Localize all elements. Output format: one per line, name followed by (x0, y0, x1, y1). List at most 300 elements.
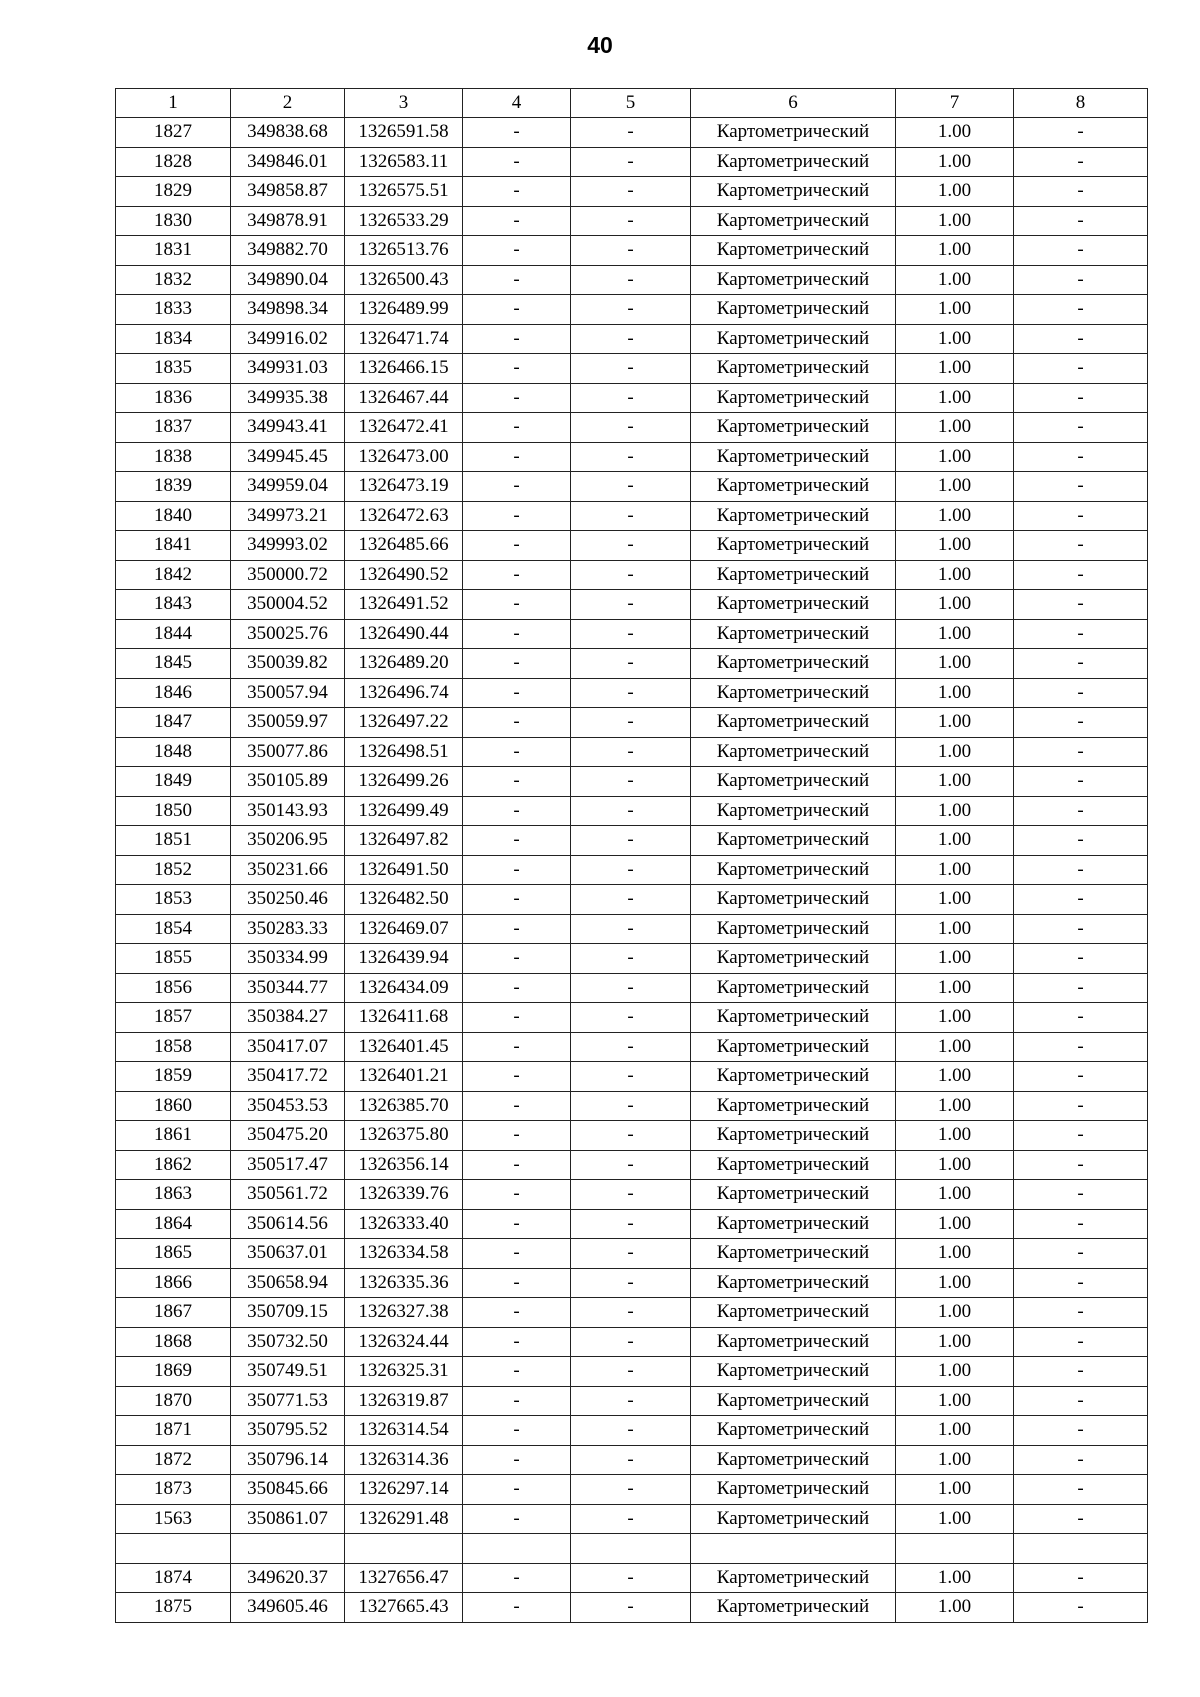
cell-x-coordinate: 349846.01 (231, 147, 345, 177)
cell-x-coordinate: 350344.77 (231, 973, 345, 1003)
cell-y-coordinate: 1326471.74 (345, 324, 463, 354)
cell-point-number: 1866 (116, 1268, 231, 1298)
table-row (116, 442, 1148, 472)
cell-x-coordinate: 350845.66 (231, 1475, 345, 1505)
cell-point-number: 1842 (116, 560, 231, 590)
cell-x-coordinate: 350231.66 (231, 855, 345, 885)
cell-col-4: - (463, 1091, 571, 1121)
cell-point-number: 1843 (116, 590, 231, 620)
cell-point-number: 1831 (116, 236, 231, 266)
table-row (116, 737, 1148, 767)
cell-y-coordinate: 1326411.68 (345, 1003, 463, 1033)
cell-y-coordinate: 1326473.00 (345, 442, 463, 472)
cell-col-8: - (1014, 1150, 1148, 1180)
cell-accuracy: 1.00 (896, 413, 1014, 443)
cell-method: Картометрический (691, 206, 896, 236)
cell-point-number: 1835 (116, 354, 231, 384)
cell-col-5: - (571, 885, 691, 915)
cell-y-coordinate: 1326472.63 (345, 501, 463, 531)
cell-col-5: - (571, 560, 691, 590)
column-header-3: 3 (345, 89, 463, 118)
table-body (116, 118, 1148, 1623)
table-row (116, 472, 1148, 502)
cell-accuracy: 1.00 (896, 1091, 1014, 1121)
table-row (116, 1062, 1148, 1092)
cell-col-8: - (1014, 1239, 1148, 1269)
table-row (116, 1534, 1148, 1564)
cell-accuracy: 1.00 (896, 1209, 1014, 1239)
column-header-6: 6 (691, 89, 896, 118)
table-row (116, 354, 1148, 384)
cell-col-5 (571, 1534, 691, 1564)
cell-x-coordinate: 349959.04 (231, 472, 345, 502)
cell-col-8: - (1014, 767, 1148, 797)
cell-col-8: - (1014, 1121, 1148, 1151)
table-row (116, 1593, 1148, 1623)
cell-col-4: - (463, 560, 571, 590)
table-row (116, 914, 1148, 944)
cell-y-coordinate: 1326333.40 (345, 1209, 463, 1239)
cell-y-coordinate: 1326327.38 (345, 1298, 463, 1328)
table-row (116, 324, 1148, 354)
table-row (116, 944, 1148, 974)
cell-method: Картометрический (691, 1593, 896, 1623)
cell-y-coordinate: 1326385.70 (345, 1091, 463, 1121)
cell-accuracy: 1.00 (896, 649, 1014, 679)
cell-y-coordinate: 1326533.29 (345, 206, 463, 236)
cell-col-8: - (1014, 383, 1148, 413)
cell-point-number: 1850 (116, 796, 231, 826)
cell-col-4: - (463, 649, 571, 679)
cell-y-coordinate: 1326489.20 (345, 649, 463, 679)
cell-y-coordinate: 1326499.49 (345, 796, 463, 826)
cell-point-number: 1860 (116, 1091, 231, 1121)
cell-y-coordinate: 1326334.58 (345, 1239, 463, 1269)
cell-y-coordinate: 1326401.45 (345, 1032, 463, 1062)
cell-y-coordinate: 1327665.43 (345, 1593, 463, 1623)
cell-col-4: - (463, 1386, 571, 1416)
cell-col-8: - (1014, 973, 1148, 1003)
cell-x-coordinate (231, 1534, 345, 1564)
cell-col-4: - (463, 501, 571, 531)
cell-y-coordinate: 1326291.48 (345, 1504, 463, 1534)
cell-method: Картометрический (691, 1445, 896, 1475)
table-row (116, 767, 1148, 797)
cell-y-coordinate: 1326490.44 (345, 619, 463, 649)
cell-method: Картометрический (691, 236, 896, 266)
cell-col-5: - (571, 1003, 691, 1033)
cell-col-5: - (571, 118, 691, 148)
cell-y-coordinate: 1326482.50 (345, 885, 463, 915)
cell-accuracy: 1.00 (896, 678, 1014, 708)
cell-x-coordinate: 350004.52 (231, 590, 345, 620)
cell-method: Картометрический (691, 118, 896, 148)
cell-col-5: - (571, 1062, 691, 1092)
table-row (116, 1209, 1148, 1239)
cell-method: Картометрический (691, 973, 896, 1003)
cell-point-number: 1853 (116, 885, 231, 915)
cell-x-coordinate: 350732.50 (231, 1327, 345, 1357)
cell-method: Картометрический (691, 1209, 896, 1239)
cell-col-4: - (463, 944, 571, 974)
cell-col-8: - (1014, 442, 1148, 472)
cell-method: Картометрический (691, 1504, 896, 1534)
cell-point-number: 1852 (116, 855, 231, 885)
cell-method (691, 1534, 896, 1564)
cell-y-coordinate: 1326496.74 (345, 678, 463, 708)
cell-accuracy: 1.00 (896, 885, 1014, 915)
table-row (116, 590, 1148, 620)
cell-x-coordinate: 350861.07 (231, 1504, 345, 1534)
table-row (116, 236, 1148, 266)
cell-col-5: - (571, 177, 691, 207)
cell-y-coordinate: 1326473.19 (345, 472, 463, 502)
cell-x-coordinate: 350059.97 (231, 708, 345, 738)
cell-col-8: - (1014, 1327, 1148, 1357)
cell-col-8: - (1014, 708, 1148, 738)
cell-col-4: - (463, 1416, 571, 1446)
cell-col-8: - (1014, 944, 1148, 974)
cell-point-number: 1857 (116, 1003, 231, 1033)
cell-accuracy: 1.00 (896, 1062, 1014, 1092)
cell-col-4: - (463, 118, 571, 148)
table-row (116, 1150, 1148, 1180)
cell-col-8: - (1014, 1062, 1148, 1092)
cell-col-8: - (1014, 236, 1148, 266)
column-header-4: 4 (463, 89, 571, 118)
cell-point-number: 1874 (116, 1563, 231, 1593)
cell-y-coordinate: 1326356.14 (345, 1150, 463, 1180)
column-header-8: 8 (1014, 89, 1148, 118)
cell-method: Картометрический (691, 531, 896, 561)
cell-accuracy: 1.00 (896, 501, 1014, 531)
cell-method: Картометрический (691, 1563, 896, 1593)
cell-col-8: - (1014, 177, 1148, 207)
cell-accuracy: 1.00 (896, 206, 1014, 236)
cell-col-4: - (463, 619, 571, 649)
cell-col-4: - (463, 1475, 571, 1505)
table-row (116, 1003, 1148, 1033)
cell-accuracy: 1.00 (896, 324, 1014, 354)
cell-point-number: 1837 (116, 413, 231, 443)
cell-method: Картометрический (691, 885, 896, 915)
cell-accuracy: 1.00 (896, 560, 1014, 590)
cell-accuracy: 1.00 (896, 826, 1014, 856)
cell-y-coordinate: 1326324.44 (345, 1327, 463, 1357)
cell-point-number: 1859 (116, 1062, 231, 1092)
cell-point-number: 1845 (116, 649, 231, 679)
cell-col-5: - (571, 1298, 691, 1328)
cell-col-5: - (571, 1209, 691, 1239)
cell-col-4: - (463, 442, 571, 472)
table-row (116, 531, 1148, 561)
table-row (116, 1298, 1148, 1328)
cell-col-4: - (463, 1593, 571, 1623)
cell-col-4: - (463, 1239, 571, 1269)
table-row (116, 855, 1148, 885)
table-row (116, 560, 1148, 590)
cell-point-number (116, 1534, 231, 1564)
cell-col-4: - (463, 737, 571, 767)
cell-col-4: - (463, 855, 571, 885)
table-row (116, 295, 1148, 325)
table-row (116, 1180, 1148, 1210)
cell-point-number: 1851 (116, 826, 231, 856)
cell-col-8: - (1014, 118, 1148, 148)
cell-col-8: - (1014, 501, 1148, 531)
cell-y-coordinate: 1326499.26 (345, 767, 463, 797)
cell-x-coordinate: 349945.45 (231, 442, 345, 472)
column-header-5: 5 (571, 89, 691, 118)
cell-col-4: - (463, 206, 571, 236)
cell-method: Картометрический (691, 619, 896, 649)
cell-method: Картометрический (691, 1475, 896, 1505)
cell-point-number: 1864 (116, 1209, 231, 1239)
cell-point-number: 1875 (116, 1593, 231, 1623)
cell-col-4: - (463, 177, 571, 207)
cell-method: Картометрический (691, 1180, 896, 1210)
cell-col-8: - (1014, 1209, 1148, 1239)
cell-x-coordinate: 350334.99 (231, 944, 345, 974)
cell-x-coordinate: 350637.01 (231, 1239, 345, 1269)
cell-col-4: - (463, 265, 571, 295)
cell-x-coordinate: 350475.20 (231, 1121, 345, 1151)
table-row (116, 147, 1148, 177)
table-row (116, 1386, 1148, 1416)
cell-col-8: - (1014, 1445, 1148, 1475)
cell-col-4: - (463, 973, 571, 1003)
cell-method: Картометрический (691, 914, 896, 944)
cell-col-8: - (1014, 1180, 1148, 1210)
cell-x-coordinate: 349890.04 (231, 265, 345, 295)
cell-method: Картометрический (691, 1032, 896, 1062)
cell-y-coordinate: 1326490.52 (345, 560, 463, 590)
cell-col-5: - (571, 265, 691, 295)
cell-y-coordinate: 1326339.76 (345, 1180, 463, 1210)
cell-accuracy: 1.00 (896, 619, 1014, 649)
cell-col-4: - (463, 1180, 571, 1210)
cell-y-coordinate: 1326498.51 (345, 737, 463, 767)
cell-col-4: - (463, 147, 571, 177)
cell-col-8: - (1014, 678, 1148, 708)
cell-method: Картометрический (691, 1003, 896, 1033)
cell-accuracy: 1.00 (896, 1180, 1014, 1210)
cell-accuracy: 1.00 (896, 1357, 1014, 1387)
coordinates-table (115, 88, 1148, 1623)
cell-accuracy: 1.00 (896, 944, 1014, 974)
cell-col-8: - (1014, 1504, 1148, 1534)
cell-col-8: - (1014, 147, 1148, 177)
table-row (116, 708, 1148, 738)
cell-y-coordinate: 1326591.58 (345, 118, 463, 148)
column-header-7: 7 (896, 89, 1014, 118)
cell-point-number: 1865 (116, 1239, 231, 1269)
cell-col-5: - (571, 1150, 691, 1180)
cell-x-coordinate: 349878.91 (231, 206, 345, 236)
cell-y-coordinate: 1326513.76 (345, 236, 463, 266)
cell-col-4: - (463, 295, 571, 325)
cell-method: Картометрический (691, 767, 896, 797)
cell-point-number: 1871 (116, 1416, 231, 1446)
cell-accuracy: 1.00 (896, 590, 1014, 620)
cell-col-5: - (571, 1504, 691, 1534)
cell-col-8: - (1014, 826, 1148, 856)
cell-method: Картометрический (691, 383, 896, 413)
cell-col-5: - (571, 206, 691, 236)
cell-col-8: - (1014, 1563, 1148, 1593)
cell-x-coordinate: 350658.94 (231, 1268, 345, 1298)
cell-method: Картометрический (691, 1150, 896, 1180)
cell-point-number: 1827 (116, 118, 231, 148)
cell-col-5: - (571, 619, 691, 649)
cell-col-5: - (571, 295, 691, 325)
cell-x-coordinate: 349916.02 (231, 324, 345, 354)
cell-col-8: - (1014, 1268, 1148, 1298)
cell-point-number: 1856 (116, 973, 231, 1003)
cell-col-5: - (571, 1268, 691, 1298)
cell-col-8: - (1014, 1386, 1148, 1416)
cell-point-number: 1563 (116, 1504, 231, 1534)
cell-accuracy: 1.00 (896, 1239, 1014, 1269)
cell-col-8: - (1014, 619, 1148, 649)
cell-x-coordinate: 350250.46 (231, 885, 345, 915)
cell-x-coordinate: 350025.76 (231, 619, 345, 649)
cell-accuracy: 1.00 (896, 1416, 1014, 1446)
cell-point-number: 1832 (116, 265, 231, 295)
cell-col-5: - (571, 1032, 691, 1062)
cell-y-coordinate: 1326469.07 (345, 914, 463, 944)
cell-x-coordinate: 350057.94 (231, 678, 345, 708)
cell-method: Картометрический (691, 413, 896, 443)
cell-col-5: - (571, 1416, 691, 1446)
cell-method: Картометрический (691, 147, 896, 177)
cell-point-number: 1867 (116, 1298, 231, 1328)
cell-col-4: - (463, 1563, 571, 1593)
cell-point-number: 1846 (116, 678, 231, 708)
cell-col-4: - (463, 531, 571, 561)
cell-col-8: - (1014, 324, 1148, 354)
cell-col-8: - (1014, 560, 1148, 590)
cell-accuracy (896, 1534, 1014, 1564)
cell-y-coordinate: 1326472.41 (345, 413, 463, 443)
cell-method: Картометрический (691, 944, 896, 974)
cell-accuracy: 1.00 (896, 265, 1014, 295)
table-row (116, 885, 1148, 915)
cell-x-coordinate: 349882.70 (231, 236, 345, 266)
cell-col-4: - (463, 1357, 571, 1387)
cell-point-number: 1841 (116, 531, 231, 561)
cell-accuracy: 1.00 (896, 177, 1014, 207)
table-row (116, 678, 1148, 708)
table-row (116, 1357, 1148, 1387)
cell-col-4: - (463, 1327, 571, 1357)
cell-point-number: 1858 (116, 1032, 231, 1062)
cell-col-4: - (463, 1504, 571, 1534)
cell-col-8: - (1014, 1593, 1148, 1623)
cell-col-8: - (1014, 206, 1148, 236)
cell-method: Картометрический (691, 737, 896, 767)
cell-accuracy: 1.00 (896, 118, 1014, 148)
cell-method: Картометрический (691, 1357, 896, 1387)
cell-y-coordinate: 1326325.31 (345, 1357, 463, 1387)
cell-col-5: - (571, 708, 691, 738)
cell-col-5: - (571, 1121, 691, 1151)
cell-col-5: - (571, 236, 691, 266)
cell-col-5: - (571, 973, 691, 1003)
cell-col-4: - (463, 383, 571, 413)
cell-x-coordinate: 350796.14 (231, 1445, 345, 1475)
table-row (116, 796, 1148, 826)
cell-point-number: 1862 (116, 1150, 231, 1180)
cell-method: Картометрический (691, 796, 896, 826)
cell-point-number: 1844 (116, 619, 231, 649)
cell-col-5: - (571, 767, 691, 797)
cell-col-4: - (463, 472, 571, 502)
cell-point-number: 1829 (116, 177, 231, 207)
cell-col-8: - (1014, 914, 1148, 944)
cell-col-5: - (571, 1475, 691, 1505)
cell-y-coordinate: 1326491.52 (345, 590, 463, 620)
cell-accuracy: 1.00 (896, 708, 1014, 738)
cell-col-8: - (1014, 1357, 1148, 1387)
cell-method: Картометрический (691, 1121, 896, 1151)
cell-x-coordinate: 350795.52 (231, 1416, 345, 1446)
cell-col-5: - (571, 678, 691, 708)
cell-method: Картометрический (691, 649, 896, 679)
cell-col-4: - (463, 1445, 571, 1475)
cell-x-coordinate: 350561.72 (231, 1180, 345, 1210)
cell-col-5: - (571, 442, 691, 472)
table-row (116, 501, 1148, 531)
cell-col-4: - (463, 1150, 571, 1180)
cell-point-number: 1839 (116, 472, 231, 502)
cell-method: Картометрический (691, 1327, 896, 1357)
cell-x-coordinate: 349931.03 (231, 354, 345, 384)
cell-col-5: - (571, 324, 691, 354)
cell-point-number: 1849 (116, 767, 231, 797)
cell-method: Картометрический (691, 442, 896, 472)
table-row (116, 177, 1148, 207)
table-row (116, 383, 1148, 413)
cell-x-coordinate: 350417.72 (231, 1062, 345, 1092)
cell-col-4: - (463, 1003, 571, 1033)
cell-x-coordinate: 350384.27 (231, 1003, 345, 1033)
cell-accuracy: 1.00 (896, 1386, 1014, 1416)
cell-col-4: - (463, 1209, 571, 1239)
cell-point-number: 1848 (116, 737, 231, 767)
cell-y-coordinate: 1326314.54 (345, 1416, 463, 1446)
cell-col-5: - (571, 649, 691, 679)
cell-col-8: - (1014, 885, 1148, 915)
cell-col-5: - (571, 1445, 691, 1475)
cell-col-4: - (463, 236, 571, 266)
cell-col-8: - (1014, 413, 1148, 443)
cell-point-number: 1854 (116, 914, 231, 944)
cell-col-8: - (1014, 796, 1148, 826)
table-header-row (116, 89, 1148, 118)
cell-y-coordinate: 1326489.99 (345, 295, 463, 325)
column-header-1: 1 (116, 89, 231, 118)
cell-col-5: - (571, 413, 691, 443)
cell-x-coordinate: 350453.53 (231, 1091, 345, 1121)
cell-y-coordinate: 1326485.66 (345, 531, 463, 561)
cell-y-coordinate: 1326297.14 (345, 1475, 463, 1505)
cell-y-coordinate: 1326583.11 (345, 147, 463, 177)
table-row (116, 1504, 1148, 1534)
cell-col-4: - (463, 1121, 571, 1151)
cell-col-5: - (571, 354, 691, 384)
cell-x-coordinate: 349858.87 (231, 177, 345, 207)
